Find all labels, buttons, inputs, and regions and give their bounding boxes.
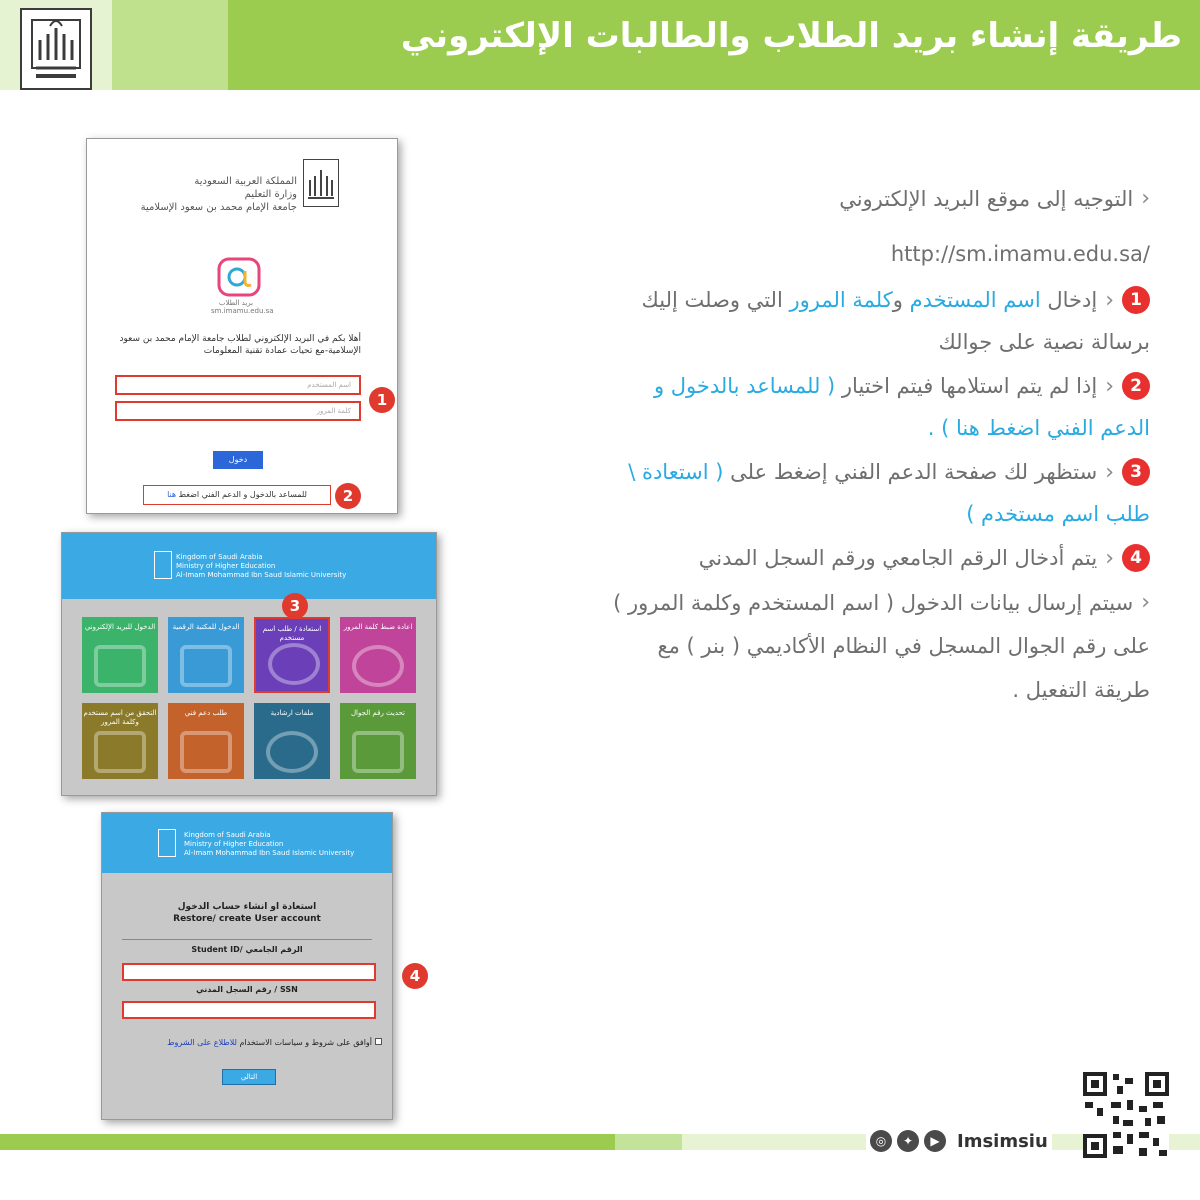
portal-banner: Kingdom of Saudi Arabia Ministry of Higher Education Al-Imam Mohammad Ibn Saud Islamic University xyxy=(102,813,392,873)
tile-guides[interactable]: ملفات ارشادية xyxy=(254,703,330,779)
chevron-left-icon: ‹ xyxy=(1141,590,1150,615)
form-title: استعادة او انشاء حساب الدخول Restore/ create User account xyxy=(173,902,321,924)
tile-email-login[interactable]: الدخول للبريد الإلكتروني xyxy=(82,617,158,693)
help-highlight: ( للمساعد بالدخول و xyxy=(653,374,836,398)
qr-code-icon xyxy=(1083,1072,1169,1158)
chevron-left-icon: ‹ xyxy=(1105,545,1114,571)
agree-checkbox[interactable] xyxy=(375,1038,382,1045)
instruction-step-2-cont: الدعم الفني اضغط هنا ) . xyxy=(927,416,1150,440)
step-4-badge: 4 xyxy=(1122,544,1150,572)
step-3-badge: 3 xyxy=(1122,458,1150,486)
restore-account-screenshot xyxy=(101,812,421,1120)
instruction-step-3: 3 ‹ ستظهر لك صفحة الدعم الفني إضغط على ( استعادة \ xyxy=(628,458,1150,486)
step-2-badge: 2 xyxy=(1122,372,1150,400)
chevron-left-icon: ‹ xyxy=(1105,373,1114,399)
ssn-label: رقم السجل المدني / SSN xyxy=(196,985,298,994)
tile-verify-credentials[interactable]: التحقق من اسم مستخدم وكلمة المرور xyxy=(82,703,158,779)
callout-badge-3: 3 xyxy=(282,593,308,619)
tile-digital-library[interactable]: الدخول للمكتبة الرقمية xyxy=(168,617,244,693)
instruction-step-1-cont: برسالة نصية على جوالك xyxy=(938,330,1150,354)
envelope-icon xyxy=(94,645,146,687)
tile-reset-password[interactable]: اعادة ضبط كلمة المرور xyxy=(340,617,416,693)
instruction-line-intro xyxy=(839,186,1150,211)
university-logo-icon xyxy=(158,829,176,857)
footer-mid-block xyxy=(615,1134,682,1150)
login-button[interactable]: دخول xyxy=(213,451,263,469)
user-icon xyxy=(268,643,320,685)
student-mail-logo-icon xyxy=(217,257,261,297)
login-page-screenshot xyxy=(86,138,398,514)
step-1-badge: 1 xyxy=(1122,286,1150,314)
ministry-header-text: المملكة العربية السعودية وزارة التعليم جامعة الإمام محمد بن سعود الإسلامية xyxy=(140,176,297,213)
terms-agreement: أوافق على شروط و سياسات الاستخدام للاطلاع على الشروط xyxy=(124,1037,382,1048)
chevron-left-icon: ‹ xyxy=(1105,287,1114,313)
header-bar xyxy=(0,0,1200,90)
phone-icon xyxy=(352,731,404,773)
tile-tech-support[interactable]: طلب دعم فني xyxy=(168,703,244,779)
username-highlight: اسم المستخدم xyxy=(909,288,1041,312)
callout-badge-2: 2 xyxy=(335,483,361,509)
chevron-left-icon: ‹ xyxy=(1105,459,1114,485)
tile-update-mobile[interactable]: تحديث رقم الجوال xyxy=(340,703,416,779)
help-here-link[interactable]: هنا xyxy=(167,490,177,499)
page-title: طريقة إنشاء بريد الطلاب والطالبات الإلكتروني xyxy=(400,16,1182,56)
instruction-url[interactable] xyxy=(891,242,1150,266)
portal-banner: Kingdom of Saudi Arabia Ministry of Higher Education Al-Imam Mohammad Ibn Saud Islamic University xyxy=(62,533,436,599)
help-link-box[interactable]: للمساعد بالدخول و الدعم الفني اضغط هنا xyxy=(143,485,331,505)
social-links xyxy=(866,1130,1052,1152)
username-input[interactable]: اسم المستخدم xyxy=(115,375,361,395)
instruction-step-3-cont: طلب اسم مستخدم ) xyxy=(966,502,1150,526)
chevron-left-icon: ‹ xyxy=(1141,186,1150,211)
next-button[interactable]: التالي xyxy=(222,1069,276,1085)
student-id-input[interactable] xyxy=(122,963,376,981)
email-url-link[interactable]: /http://sm.imamu.edu.sa xyxy=(890,242,1150,266)
social-handle: Imsimsiu xyxy=(957,1130,1048,1152)
support-portal-screenshot xyxy=(61,532,437,796)
instagram-icon[interactable]: ◎ xyxy=(870,1130,892,1152)
instruction-send: ‹ سيتم إرسال بيانات الدخول ( اسم المستخدم وكلمة المرور ) xyxy=(613,590,1150,615)
ssn-input[interactable] xyxy=(122,1001,376,1019)
divider xyxy=(122,939,372,940)
header-mid-block xyxy=(112,0,228,90)
password-highlight: كلمة المرور xyxy=(789,288,893,312)
wrench-icon xyxy=(180,731,232,773)
terms-link[interactable]: للاطلاع على الشروط xyxy=(167,1038,237,1047)
callout-badge-1: 1 xyxy=(369,387,395,413)
youtube-icon[interactable]: ▶ xyxy=(924,1130,946,1152)
info-icon xyxy=(266,731,318,773)
step-1-text: إدخال اسم المستخدم وكلمة المرور التي وصلت إليك xyxy=(641,288,1098,312)
instruction-step-1 xyxy=(642,286,1150,314)
password-input[interactable]: كلمة المرور xyxy=(115,401,361,421)
footer-dark-block xyxy=(0,1134,615,1150)
instruction-step-4: 4 ‹ يتم أدخال الرقم الجامعي ورقم السجل المدني xyxy=(699,544,1150,572)
mail-brand-text: بريد الطلاب sm.imamu.edu.sa xyxy=(211,299,274,315)
instruction-step-2: 2 ‹ إذا لم يتم استلامها فيتم اختيار ( للمساعد بالدخول و xyxy=(654,372,1150,400)
university-logo-icon xyxy=(20,8,92,90)
university-logo-icon xyxy=(154,551,172,579)
twitter-icon[interactable]: ✦ xyxy=(897,1130,919,1152)
student-id-label: Student ID/ الرقم الجامعي xyxy=(191,945,303,954)
key-icon xyxy=(352,645,404,687)
welcome-text: أهلا بكم في البريد الإلكتروني لطلاب جامعة الإمام محمد بن سعود الإسلامية-مع تحيات عمادة تقنية المعلومات xyxy=(119,334,361,356)
monitor-icon xyxy=(94,731,146,773)
instruction-send-cont-2: طريقة التفعيل . xyxy=(1012,678,1150,702)
library-icon xyxy=(180,645,232,687)
instruction-send-cont-1: على رقم الجوال المسجل في النظام الأكاديمي ( بنر ) مع xyxy=(657,634,1150,658)
university-logo-icon xyxy=(303,159,339,207)
tile-restore-username[interactable]: استعادة / طلب اسم مستخدم xyxy=(254,617,330,693)
callout-badge-4: 4 xyxy=(402,963,428,989)
intro-text: التوجيه إلى موقع البريد الإلكتروني xyxy=(839,186,1134,211)
restore-highlight: ( استعادة \ xyxy=(628,460,724,484)
